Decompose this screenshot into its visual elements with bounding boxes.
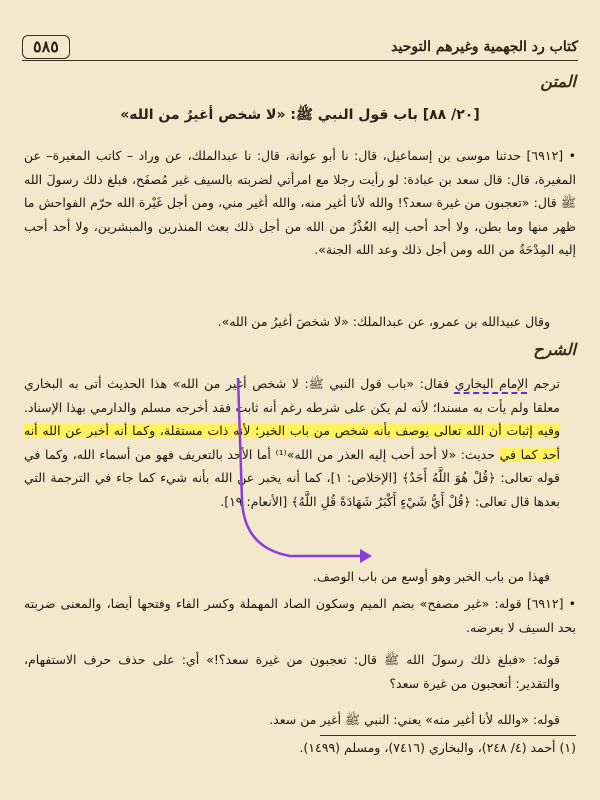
sharh-paragraph-1	[24, 372, 560, 513]
sharh-paragraph-3: • [٦٩١٢] قوله: «غير مصفح» بضم الميم وسكون الصاد المهملة وكسر الفاء وفتحها أيضا، والمعنى ضربته بحد السيف لا بعرضه.	[24, 596, 576, 635]
matn-hadith: • [٦٩١٢] حدثنا موسى بن إسماعيل، قال: نا أبو عوانة، قال: نا عبدالملك، عن وراد – كاتب المغيرة– عن المغيرة، قال: قال سعد بن عبادة: لو رأيت رجلا مع امرأتي لضربته بالسيف غير مُصفَح، فبلغ ذلك رسولَ الله ﷺ قال: «تعجبون من غيرة سعد؟! والله لأنا أغير منه، والله أغير مني، ومن أجل غَيْرة الله حرّم الفواحش ما ظهر منها وما بطن، ولا أحد أحب إليه العُذْرُ من الله من أجل ذلك بعث المنذرين والمبشرين، ولا أحد أحب إليه المِدْحَةُ من الله ومن أجل ذلك وعد الله الجنة».	[24, 148, 576, 257]
matn-label: المتن	[540, 72, 576, 91]
sharh-text: فقال: «باب قول النبي ﷺ: لا شخص أغير من الله» هذا الحديث أتى به البخاري معلقا ولم يأت به مسندا؛ لأنه لم يكن على شرطه رغم أنه ثابت فقد أخرجه مسلم والدارمي بهذا الإسناد.	[24, 376, 560, 415]
highlighted-text: وفيه إثبات أن الله تعالى يوصف بأنه شخص من باب الخبر؛ لأنه ذات مستقلة، وكما أنه أخبر عن الله أنه أحد كما في	[24, 423, 560, 462]
imam-name-underlined: الإمام البخاري	[454, 376, 528, 391]
sharh-paragraph-4: قوله: «فبلغ ذلك رسولَ الله ﷺ قال: تعجبون من غيرة سعد؟!» أي: على حذف حرف الاستفهام، والتقدير: أتعجبون من غيرة سعد؟	[24, 652, 560, 691]
sharh-paragraph-2: فهذا من باب الخبر وهو أوسع من باب الوصف.	[312, 569, 550, 584]
page-number: ٥٨٥	[22, 35, 70, 59]
chapter-title: [٢٠/ ٨٨] باب قول النبي ﷺ: «لا شخص أغيرُ من الله»	[120, 107, 480, 123]
matn-narration: وقال عبيدالله بن عمرو، عن عبدالملك: «لا شخصَ أغيرُ من الله».	[217, 314, 550, 329]
page-header	[22, 34, 578, 60]
sharh-text: حديث: «لا أحد أحب إليه العذر من الله»⁽¹⁾ أما الأحد بالتعريف فهو من أسماء الله، وكما في قوله تعالى: ﴿قُلْ هُوَ اللَّهُ أَحَدٌ﴾ [الإخلاص: ١]، كما أنه يخبر عن الله بأنه شيء كما جاء في الترجمة التي بعدها قال تعالى: ﴿قُلْ أَيُّ شَيْءٍ أَكْبَرُ شَهَادَةً قُلِ اللَّهُ﴾ [الأنعام: ١٩].	[24, 446, 560, 509]
arrow-head	[360, 549, 372, 563]
sharh-text: ترجم	[527, 376, 560, 391]
footnote-rule	[320, 735, 576, 736]
footnote: (١) أحمد (٤/ ٢٤٨)، والبخاري (٧٤١٦)، ومسلم (١٤٩٩).	[299, 740, 576, 755]
sharh-label: الشرح	[533, 340, 576, 359]
header-rule	[22, 60, 578, 61]
sharh-paragraph-5: قوله: «والله لأنا أغير منه» يعني: النبي ﷺ أغير من سعد.	[269, 712, 560, 727]
running-title: كتاب رد الجهمية وغيرهم التوحيد	[391, 39, 578, 55]
